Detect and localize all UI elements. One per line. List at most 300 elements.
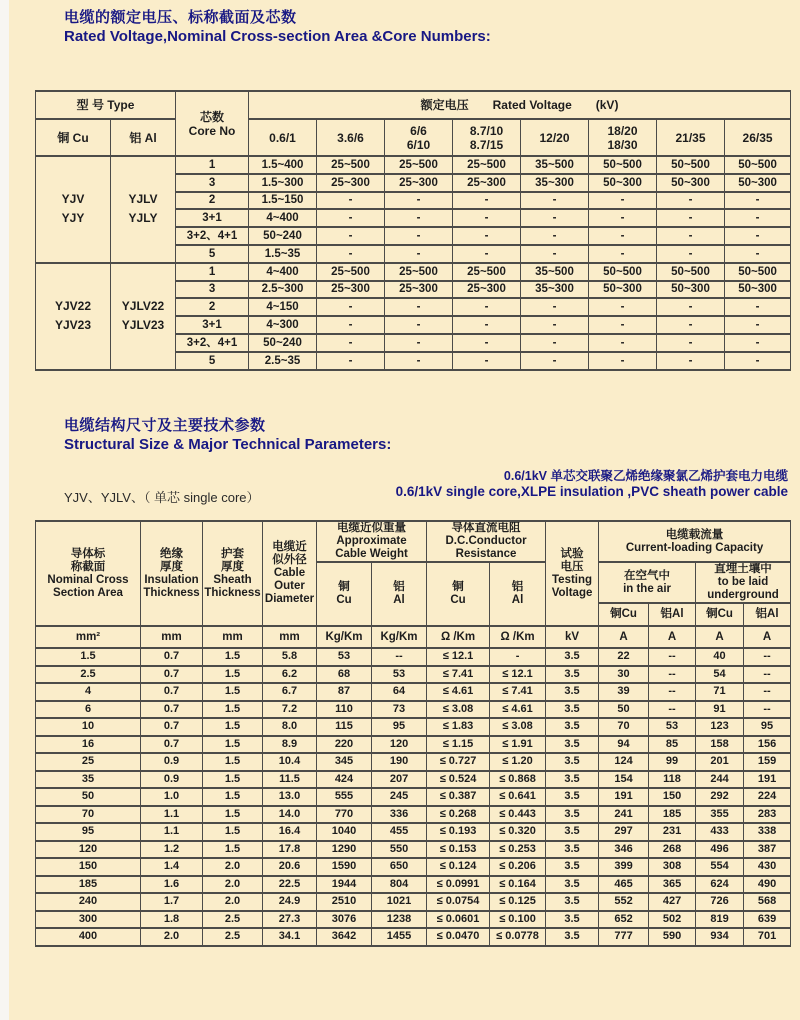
table-cell: 4	[36, 683, 141, 701]
table-row	[36, 841, 791, 859]
table-row	[36, 718, 791, 736]
table-row	[36, 119, 791, 156]
table-cell: 68	[317, 666, 372, 684]
table-cell: 345	[317, 753, 372, 771]
table-cell: 1.2	[141, 841, 203, 859]
header-cell: 18/20 18/30	[589, 119, 657, 156]
table-cell: 1.0	[141, 788, 203, 806]
table-cell: 25~300	[385, 174, 453, 192]
header-cell: mm	[203, 626, 263, 648]
table-row	[36, 771, 791, 789]
table-cell: 85	[649, 736, 696, 754]
table-cell: -	[521, 192, 589, 210]
table-cell: -	[317, 316, 385, 334]
table-cell: -	[453, 245, 521, 263]
table-cell: 777	[599, 928, 649, 946]
table-cell: 27.3	[263, 911, 317, 929]
table-cell: 3	[176, 174, 249, 192]
table-cell: 7.2	[263, 701, 317, 719]
table-cell: 1.5	[203, 771, 263, 789]
header-cell: 6/6 6/10	[385, 119, 453, 156]
table-cell: -	[521, 298, 589, 316]
table-cell: 336	[372, 806, 427, 824]
table-cell: 0.9	[141, 771, 203, 789]
table-cell: 154	[599, 771, 649, 789]
table-cell: 94	[599, 736, 649, 754]
table-cell: 804	[372, 876, 427, 894]
table-cell: 10.4	[263, 753, 317, 771]
table-cell: 50~500	[657, 156, 725, 174]
table-cell: 0.7	[141, 648, 203, 666]
table-cell: -	[317, 334, 385, 352]
table-cell: 11.5	[263, 771, 317, 789]
table-cell: 5	[176, 352, 249, 370]
table-cell: 241	[599, 806, 649, 824]
header-cell: 铝 Al	[372, 562, 427, 626]
table-cell: ≤ 0.153	[427, 841, 490, 859]
table-cell: 590	[649, 928, 696, 946]
table-cell: 2510	[317, 893, 372, 911]
table-cell: 1.5	[203, 718, 263, 736]
table-row	[36, 156, 791, 174]
table-cell: ≤ 7.41	[490, 683, 546, 701]
table-cell: -	[725, 192, 791, 210]
table-cell: 496	[696, 841, 744, 859]
table-cell: 87	[317, 683, 372, 701]
table-row	[36, 928, 791, 946]
table-cell: 120	[36, 841, 141, 859]
table-cell: 455	[372, 823, 427, 841]
table-cell: -	[589, 352, 657, 370]
table-cell: 1.1	[141, 823, 203, 841]
table-cell: 490	[744, 876, 791, 894]
header-cell: 铜 Cu	[317, 562, 372, 626]
table-cell: -	[725, 334, 791, 352]
table-cell: -	[453, 192, 521, 210]
section2-title-en: Structural Size & Major Technical Parameters:	[64, 436, 392, 453]
table-cell: 1590	[317, 858, 372, 876]
table-cell: 22	[599, 648, 649, 666]
table-cell: 50~300	[589, 281, 657, 299]
header-cell: Kg/Km	[372, 626, 427, 648]
header-cell: Ω /Km	[490, 626, 546, 648]
table-row	[36, 666, 791, 684]
table-cell: 50~500	[725, 263, 791, 281]
table-cell: -	[453, 298, 521, 316]
table-cell: 50~300	[657, 174, 725, 192]
table-cell: ≤ 7.41	[427, 666, 490, 684]
table-cell: --	[744, 648, 791, 666]
table-cell: ≤ 0.443	[490, 806, 546, 824]
table-cell: 25~500	[453, 156, 521, 174]
table-cell: 22.5	[263, 876, 317, 894]
table-cell: 3.5	[546, 648, 599, 666]
table-cell: -	[725, 209, 791, 227]
table-cell: 1.6	[141, 876, 203, 894]
rated-voltage-table-header	[36, 91, 791, 156]
table-cell: 95	[744, 718, 791, 736]
table-cell: 650	[372, 858, 427, 876]
table-cell: 308	[649, 858, 696, 876]
table-cell: -	[725, 227, 791, 245]
section1-title-en: Rated Voltage,Nominal Cross-section Area &Core Numbers:	[64, 28, 491, 45]
table-cell: 1290	[317, 841, 372, 859]
table-cell: -	[453, 209, 521, 227]
table-cell: -	[521, 316, 589, 334]
table-cell: ≤ 0.0601	[427, 911, 490, 929]
table-cell: 1.1	[141, 806, 203, 824]
table-cell: 3+1	[176, 209, 249, 227]
table-cell: 3.5	[546, 806, 599, 824]
table-cell: 3.5	[546, 788, 599, 806]
table-cell: YJLV YJLY	[111, 156, 176, 263]
table-cell: 300	[36, 911, 141, 929]
header-cell: 导体直流电阻 D.C.Conductor Resistance	[427, 521, 546, 562]
table-cell: 4~300	[249, 316, 317, 334]
table-cell: 8.0	[263, 718, 317, 736]
table-cell: 50~300	[725, 174, 791, 192]
header-cell: A	[599, 626, 649, 648]
table-cell: 159	[744, 753, 791, 771]
table-cell: 4~400	[249, 209, 317, 227]
table-cell: 934	[696, 928, 744, 946]
table-cell: 1238	[372, 911, 427, 929]
table-cell: ≤ 4.61	[427, 683, 490, 701]
table-cell: 1.5	[203, 648, 263, 666]
table-cell: 17.8	[263, 841, 317, 859]
table-cell: 2	[176, 298, 249, 316]
table-cell: -	[453, 227, 521, 245]
table-cell: 0.7	[141, 701, 203, 719]
table-cell: 701	[744, 928, 791, 946]
table-cell: 1.5	[203, 666, 263, 684]
table-cell: 283	[744, 806, 791, 824]
table-row	[36, 736, 791, 754]
table-cell: -	[521, 209, 589, 227]
table-cell: 3.5	[546, 718, 599, 736]
table-cell: YJLV22 YJLV23	[111, 263, 176, 370]
table-cell: 39	[599, 683, 649, 701]
table-cell: ≤ 0.124	[427, 858, 490, 876]
header-cell: 21/35	[657, 119, 725, 156]
table-cell: 1.5	[36, 648, 141, 666]
rated-voltage-table-body	[36, 156, 791, 370]
table-cell: ≤ 3.08	[427, 701, 490, 719]
table-cell: 0.7	[141, 683, 203, 701]
table-cell: -	[521, 227, 589, 245]
table-cell: ≤ 0.641	[490, 788, 546, 806]
table-cell: 110	[317, 701, 372, 719]
table-row	[36, 521, 791, 562]
table-cell: -	[725, 316, 791, 334]
table-cell: 118	[649, 771, 696, 789]
table-cell: 3.5	[546, 841, 599, 859]
table-cell: 0.9	[141, 753, 203, 771]
table-cell: 2.0	[203, 893, 263, 911]
table-cell: 240	[36, 893, 141, 911]
table-cell: -	[317, 298, 385, 316]
table-cell: 433	[696, 823, 744, 841]
table-cell: 25~300	[453, 281, 521, 299]
table-cell: -	[657, 298, 725, 316]
header-cell: 铜Cu	[696, 603, 744, 626]
table-cell: -	[385, 352, 453, 370]
table-cell: -	[317, 245, 385, 263]
table-cell: -	[725, 298, 791, 316]
table-row	[36, 806, 791, 824]
table-cell: 1	[176, 156, 249, 174]
table-cell: -	[725, 245, 791, 263]
section1-title-zh: 电缆的额定电压、标称截面及芯数	[64, 9, 297, 26]
header-cell: 8.7/10 8.7/15	[453, 119, 521, 156]
table-cell: 40	[696, 648, 744, 666]
table-cell: 1.5	[203, 788, 263, 806]
table-cell: 3.5	[546, 876, 599, 894]
header-cell: A	[696, 626, 744, 648]
table-cell: 50~240	[249, 227, 317, 245]
table-cell: 3.5	[546, 858, 599, 876]
header-cell: 电缆近似重量 Approximate Cable Weight	[317, 521, 427, 562]
table-cell: 3+2、4+1	[176, 227, 249, 245]
table-cell: -	[385, 245, 453, 263]
header-cell: mm	[141, 626, 203, 648]
table-cell: 6.7	[263, 683, 317, 701]
table-cell: -	[521, 245, 589, 263]
table-cell: 25~500	[453, 263, 521, 281]
table-cell: 4~150	[249, 298, 317, 316]
structural-parameters-table-header	[36, 521, 791, 648]
table-cell: 3+1	[176, 316, 249, 334]
table-cell: -	[589, 334, 657, 352]
table-cell: 346	[599, 841, 649, 859]
table-cell: 338	[744, 823, 791, 841]
table-cell: 5.8	[263, 648, 317, 666]
table-cell: 3.5	[546, 893, 599, 911]
table-cell: 191	[599, 788, 649, 806]
table-cell: 268	[649, 841, 696, 859]
table-row	[36, 788, 791, 806]
table-row	[36, 823, 791, 841]
table-cell: ≤ 0.100	[490, 911, 546, 929]
table-cell: 1.5~35	[249, 245, 317, 263]
table-cell: 3.5	[546, 771, 599, 789]
table-cell: 190	[372, 753, 427, 771]
table-cell: 2.5~300	[249, 281, 317, 299]
table-cell: 1.7	[141, 893, 203, 911]
table-cell: ≤ 0.125	[490, 893, 546, 911]
table-cell: 1.5~300	[249, 174, 317, 192]
table-cell: ≤ 0.193	[427, 823, 490, 841]
table-cell: 70	[36, 806, 141, 824]
table-cell: 6	[36, 701, 141, 719]
table-cell: ≤ 0.0470	[427, 928, 490, 946]
header-cell: 0.6/1	[249, 119, 317, 156]
table-cell: -	[657, 334, 725, 352]
table-cell: 0.7	[141, 736, 203, 754]
table-cell: 35~300	[521, 174, 589, 192]
table-row	[36, 626, 791, 648]
table-cell: -	[385, 316, 453, 334]
table-cell: 726	[696, 893, 744, 911]
table-cell: 25~500	[317, 263, 385, 281]
table-cell: -	[317, 352, 385, 370]
table-cell: 124	[599, 753, 649, 771]
table-cell: 652	[599, 911, 649, 929]
header-cell: Kg/Km	[317, 626, 372, 648]
table-cell: 35~300	[521, 281, 589, 299]
table-cell: 73	[372, 701, 427, 719]
table-cell: ≤ 0.206	[490, 858, 546, 876]
table-cell: 2.5~35	[249, 352, 317, 370]
table-cell: 50~300	[589, 174, 657, 192]
table-cell: 95	[36, 823, 141, 841]
table-cell: 624	[696, 876, 744, 894]
header-cell: 铜Cu	[599, 603, 649, 626]
table-cell: -	[521, 352, 589, 370]
header-cell: 3.6/6	[317, 119, 385, 156]
table-cell: 1.8	[141, 911, 203, 929]
table-cell: ≤ 1.91	[490, 736, 546, 754]
header-cell: 绝缘 厚度 Insulation Thickness	[141, 521, 203, 626]
table-cell: ≤ 0.0778	[490, 928, 546, 946]
table-cell: -	[657, 316, 725, 334]
table-cell: 1021	[372, 893, 427, 911]
table-cell: 1.5	[203, 841, 263, 859]
table-cell: 2	[176, 192, 249, 210]
table-cell: 30	[599, 666, 649, 684]
table-cell: ≤ 0.727	[427, 753, 490, 771]
table-cell: 1.5	[203, 736, 263, 754]
header-cell: 铝 Al	[111, 119, 176, 156]
table-cell: -	[725, 352, 791, 370]
table-cell: 1.5	[203, 806, 263, 824]
table-cell: 20.6	[263, 858, 317, 876]
table-cell: 10	[36, 718, 141, 736]
structural-parameters-table-body	[36, 648, 791, 946]
table-cell: 554	[696, 858, 744, 876]
table-cell: 191	[744, 771, 791, 789]
table-cell: -	[589, 209, 657, 227]
table-cell: -	[453, 316, 521, 334]
page-left-margin	[0, 0, 9, 1020]
table-cell: -	[453, 352, 521, 370]
header-cell: 铝Al	[649, 603, 696, 626]
table-cell: 2.5	[203, 928, 263, 946]
table-cell: 220	[317, 736, 372, 754]
table-cell: 639	[744, 911, 791, 929]
table-cell: 224	[744, 788, 791, 806]
table-cell: 1944	[317, 876, 372, 894]
table-cell: 3.5	[546, 928, 599, 946]
table-cell: 53	[372, 666, 427, 684]
table-cell: ≤ 12.1	[427, 648, 490, 666]
table-cell: ≤ 12.1	[490, 666, 546, 684]
header-cell: 电缆载流量 Current-loading Capacity	[599, 521, 791, 562]
header-cell: 铜 Cu	[427, 562, 490, 626]
table-cell: -	[317, 192, 385, 210]
table-cell: 64	[372, 683, 427, 701]
table-cell: 430	[744, 858, 791, 876]
table-cell: 50~240	[249, 334, 317, 352]
table-cell: 1.4	[141, 858, 203, 876]
table-row	[36, 753, 791, 771]
table-cell: -	[317, 227, 385, 245]
table-cell: -	[521, 334, 589, 352]
table-cell: 50	[36, 788, 141, 806]
table-row	[36, 91, 791, 119]
table-cell: 3.5	[546, 911, 599, 929]
table-cell: 50~500	[725, 156, 791, 174]
table-row	[36, 893, 791, 911]
table-cell: 53	[649, 718, 696, 736]
table-cell: 25~300	[317, 281, 385, 299]
table-cell: 1	[176, 263, 249, 281]
table-cell: 244	[696, 771, 744, 789]
section2-title-zh: 电缆结构尺寸及主要技术参数	[64, 417, 266, 434]
table-cell: --	[649, 683, 696, 701]
table-cell: 50~500	[589, 156, 657, 174]
table-cell: 2.5	[36, 666, 141, 684]
table-cell: 5	[176, 245, 249, 263]
table-cell: 552	[599, 893, 649, 911]
header-cell: kV	[546, 626, 599, 648]
header-cell: A	[649, 626, 696, 648]
table-cell: 50~500	[657, 263, 725, 281]
table-cell: 14.0	[263, 806, 317, 824]
table-cell: 25~300	[385, 281, 453, 299]
table-cell: ≤ 1.20	[490, 753, 546, 771]
table-cell: 2.0	[203, 858, 263, 876]
table-cell: -	[657, 352, 725, 370]
table-row	[36, 263, 791, 281]
table-cell: 25	[36, 753, 141, 771]
header-cell: 铜 Cu	[36, 119, 111, 156]
table-cell: 502	[649, 911, 696, 929]
header-cell: 铝 Al	[490, 562, 546, 626]
table-row	[36, 911, 791, 929]
table-cell: --	[649, 666, 696, 684]
header-cell: A	[744, 626, 791, 648]
table-cell: 3	[176, 281, 249, 299]
table-cell: -	[589, 192, 657, 210]
table-row	[36, 683, 791, 701]
table-cell: 35~500	[521, 263, 589, 281]
table-cell: ≤ 4.61	[490, 701, 546, 719]
header-cell: mm²	[36, 626, 141, 648]
table-cell: -	[657, 245, 725, 263]
table-cell: 2.0	[203, 876, 263, 894]
table-cell: 25~500	[385, 156, 453, 174]
table-cell: -	[589, 227, 657, 245]
table-cell: 3076	[317, 911, 372, 929]
table-cell: 25~500	[317, 156, 385, 174]
header-cell: 直埋土壤中 to be laid underground	[696, 562, 791, 603]
table-cell: ≤ 0.0754	[427, 893, 490, 911]
table-cell: 819	[696, 911, 744, 929]
table-cell: -	[385, 298, 453, 316]
table-cell: 1.5	[203, 701, 263, 719]
cable-description-en: 0.6/1kV single core,XLPE insulation ,PVC sheath power cable	[395, 484, 788, 499]
table-cell: 245	[372, 788, 427, 806]
table-cell: 3.5	[546, 736, 599, 754]
table-cell: -	[657, 192, 725, 210]
table-cell: 355	[696, 806, 744, 824]
table-cell: 91	[696, 701, 744, 719]
table-cell: 25~300	[317, 174, 385, 192]
header-cell: 额定电压 Rated Voltage (kV)	[249, 91, 791, 119]
table-cell: 3.5	[546, 753, 599, 771]
table-cell: 427	[649, 893, 696, 911]
